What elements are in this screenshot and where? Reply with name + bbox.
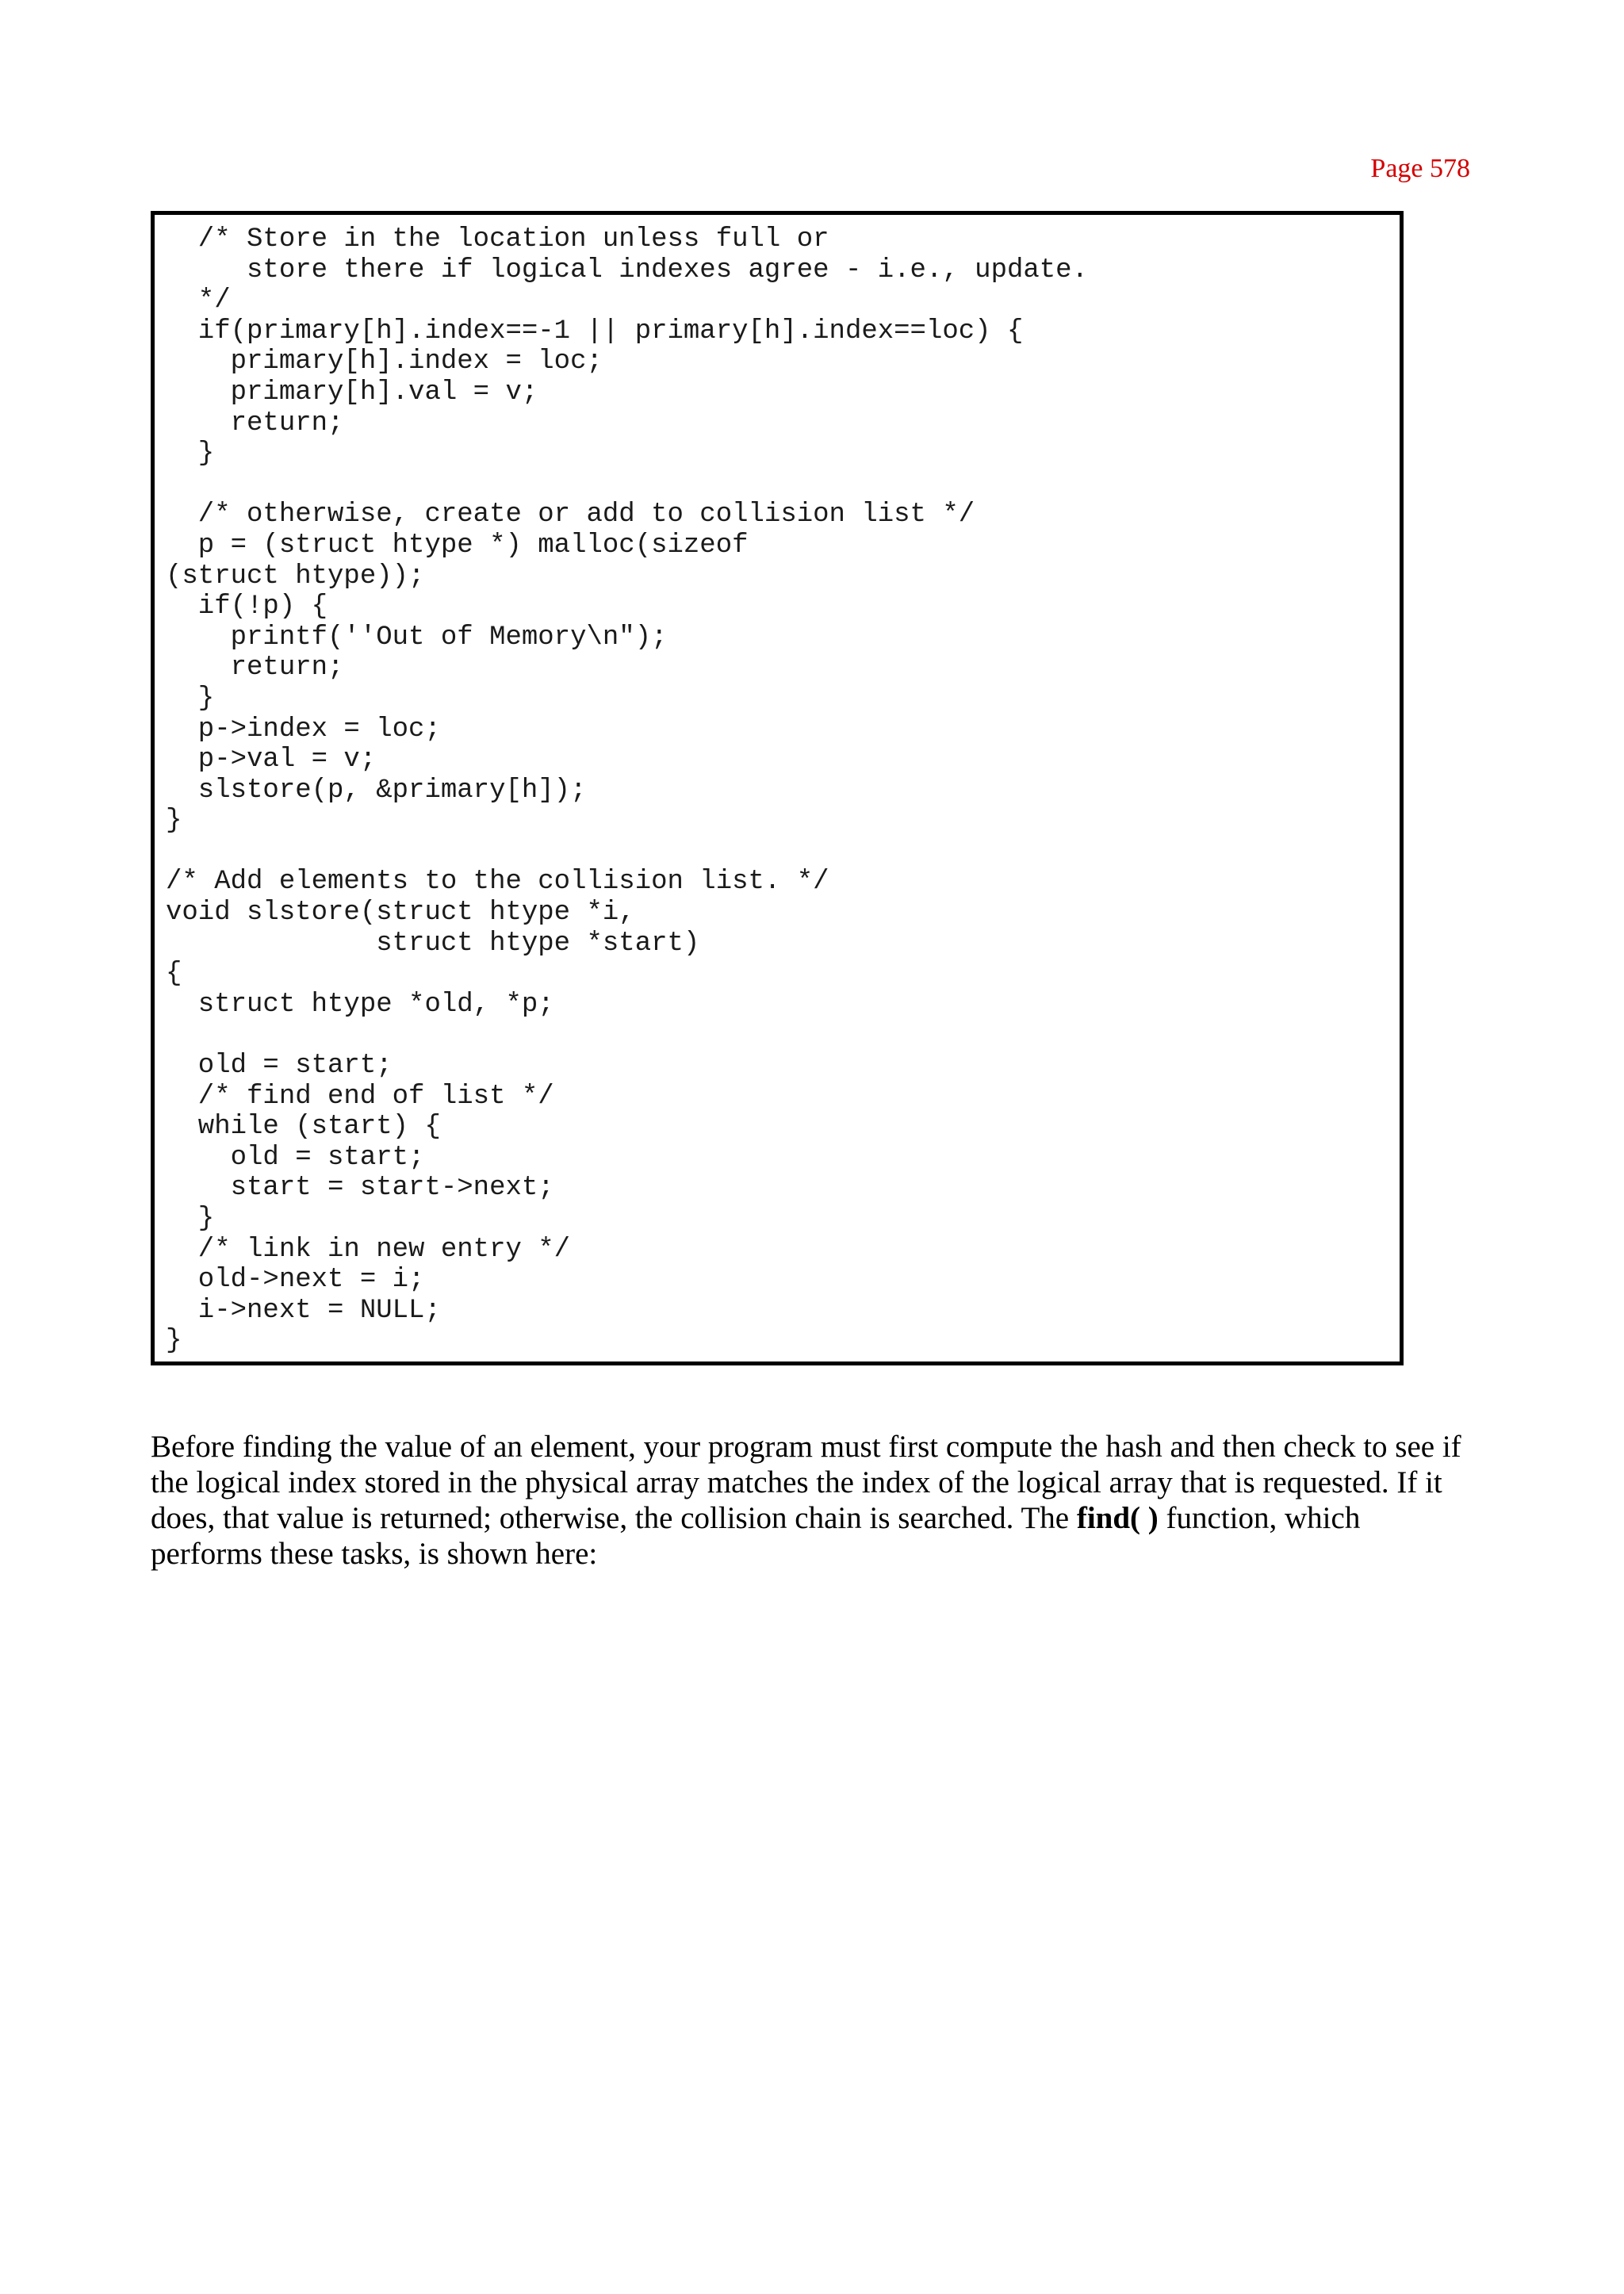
code-line: start = start->next; [166, 1173, 554, 1204]
code-line: /* otherwise, create or add to collision list */ [166, 500, 975, 530]
code-line: while (start) { [166, 1112, 441, 1143]
page-number: Page 578 [1370, 154, 1470, 183]
code-line: } [166, 1204, 215, 1234]
code-line: */ [166, 285, 231, 316]
code-line: return; [166, 408, 344, 439]
code-line: { [166, 959, 182, 990]
code-line: } [166, 806, 182, 837]
body-paragraph [151, 1429, 1467, 1572]
code-line: printf(''Out of Memory\n"); [166, 622, 668, 653]
code-line: i->next = NULL; [166, 1295, 441, 1326]
code-line: p = (struct htype *) malloc(sizeof [166, 530, 749, 561]
code-line: /* link in new entry */ [166, 1234, 571, 1265]
code-line: store there if logical indexes agree - i.e., update. [166, 255, 1088, 285]
code-line: (struct htype)); [166, 561, 425, 592]
code-line: old = start; [166, 1051, 393, 1082]
code-line: if(!p) { [166, 592, 328, 622]
code-line: return; [166, 653, 344, 684]
code-line: /* Add elements to the collision list. */ [166, 867, 829, 898]
code-line [166, 1020, 1088, 1051]
code-line: /* find end of list */ [166, 1081, 554, 1112]
code-line: primary[h].index = loc; [166, 347, 603, 377]
code-line: old = start; [166, 1142, 425, 1173]
function-name-find: find( ) [1076, 1501, 1159, 1535]
code-line: if(primary[h].index==-1 || primary[h].index==loc) { [166, 316, 1024, 347]
code-line: } [166, 1326, 182, 1357]
code-line: p->val = v; [166, 745, 377, 776]
code-lines [166, 224, 1088, 1357]
code-line: void slstore(struct htype *i, [166, 898, 635, 929]
code-line [166, 469, 1088, 500]
code-line [166, 837, 1088, 867]
code-line: slstore(p, &primary[h]); [166, 775, 587, 806]
code-line: old->next = i; [166, 1265, 425, 1296]
paragraph-text-after: function, which performs these tasks, is shown here: [151, 1501, 1361, 1571]
code-line: } [166, 439, 215, 469]
code-listing-box [151, 211, 1404, 1365]
code-line: struct htype *old, *p; [166, 989, 554, 1020]
code-line: p->index = loc; [166, 714, 441, 745]
code-line: } [166, 683, 215, 714]
paragraph-text-before: Before finding the value of an element, your program must first compute the hash and then check to see if the logical index stored in the physical array matches the index of the logical array that is requested. If it does, that value is returned; otherwise, the collision chain is searched. The [151, 1430, 1461, 1535]
code-line: /* Store in the location unless full or [166, 224, 829, 255]
code-line: primary[h].val = v; [166, 377, 538, 408]
code-line: struct htype *start) [166, 928, 700, 959]
